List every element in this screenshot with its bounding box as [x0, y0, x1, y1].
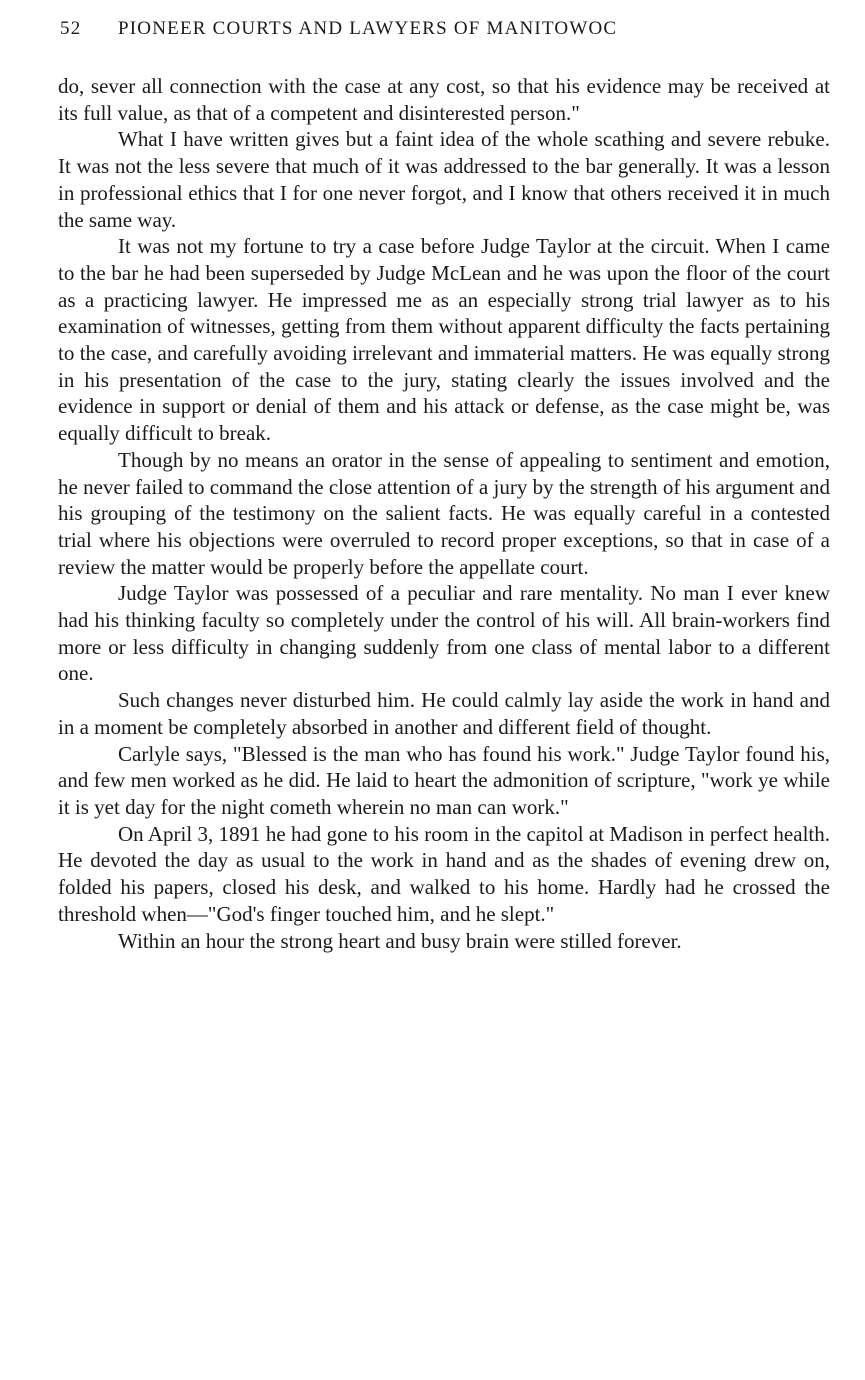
paragraph: Within an hour the strong heart and busy brain were stilled forever. [118, 928, 682, 953]
paragraph: It was not my fortune to try a case before Judge Taylor at the circuit. When I came to the bar he had been superseded by Judge McLean and he was upon the floor of the court as a practicing lawyer. He impressed me as an especially strong trial lawyer as to his examination of witnesses, getting from them without apparent difficulty the facts pertaining to the case, and carefully avoiding irrelevant and immaterial matters. He was equally strong in his presentation of the case to the jury, stating clearly the issues involved and the evidence in support or denial of them and his attack or defense, as the case might be, was equally difficult to break. [58, 234, 830, 446]
paragraph: Though by no means an orator in the sense of appealing to sentiment and emotion, he never failed to command the close attention of a jury by the strength of his argument and his grouping of the testimony on the salient facts. He was equally careful in a contested trial where his objections were overruled to record proper exceptions, so that in case of a review the matter would be properly before the appellate court. [58, 447, 830, 579]
paragraph: Such changes never disturbed him. He could calmly lay aside the work in hand and in a moment be completely absorbed in another and different field of thought. [58, 688, 830, 739]
paragraph: Carlyle says, "Blessed is the man who has found his work." Judge Taylor found his, and few men worked as he did. He laid to heart the admonition of scripture, "work ye while it is yet day for the night cometh wherein no man can work." [58, 741, 830, 819]
body-text [58, 73, 830, 954]
paragraph: On April 3, 1891 he had gone to his room in the capitol at Madison in perfect health. He devoted the day as usual to the work in hand and as the shades of evening drew on, folded his papers, closed his desk, and walked to his home. Hardly had he crossed the threshold when—"God's finger touched him, and he slept." [58, 821, 830, 926]
paragraph: What I have written gives but a faint idea of the whole scathing and severe rebuke. It was not the less severe that much of it was addressed to the bar generally. It was a lesson in professional ethics that I for one never forgot, and I know that others received it in much the same way. [58, 127, 830, 232]
running-head: PIONEER COURTS AND LAWYERS OF MANITOWOC [118, 18, 618, 39]
page-header [60, 18, 820, 48]
paragraph: do, sever all connection with the case at any cost, so that his evidence may be received at its full value, as that of a competent and disinterested person." [58, 74, 830, 125]
paragraph: Judge Taylor was possessed of a peculiar and rare mentality. No man I ever knew had his thinking faculty so completely under the control of his will. All brain-workers find more or less difficulty in changing suddenly from one class of mental labor to a different one. [58, 581, 830, 686]
page-number: 52 [60, 18, 82, 39]
